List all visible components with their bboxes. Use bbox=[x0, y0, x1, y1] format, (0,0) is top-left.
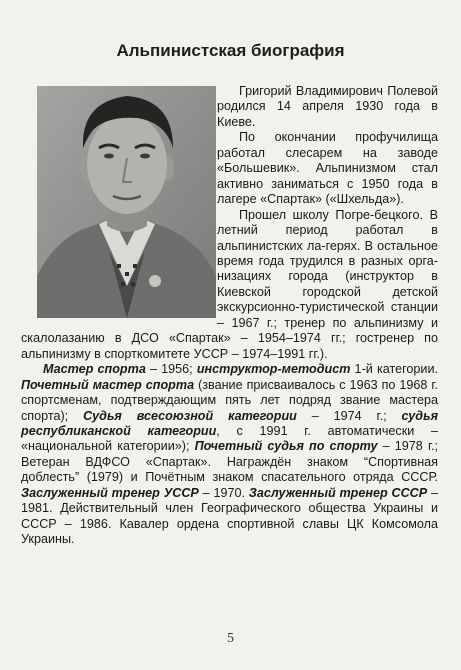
honor-title: Заслуженный тренер СССР bbox=[248, 485, 428, 500]
bio-paragraph-2: По окончании профучилища работал слесарем на заводе «Большевик». Альпинизмом стал активно заниматься с 1950 года в лагере «Спартак» («Шхельда»). bbox=[217, 130, 438, 207]
text-run: (звание присваивалось с 1963 по 1968 г. спортсменам, подтверждающим пять лет подряд звание мастера спорта); bbox=[21, 377, 438, 423]
text-run: – 1970. bbox=[198, 485, 249, 500]
page-title: Альпинистская биография bbox=[116, 41, 345, 60]
honor-title: Почетный мастер спорта bbox=[21, 377, 195, 392]
bio-paragraph-3: Прошел школу Погре-бецкого. В летний период работал в альпинистских ла-герях. В остальное время года трудился в разных орга-низациях города (инструктор в Киевской городской детской экскурсионно-туристической станции – 1967 г.; тренер по альпинизму и скалолазанию в ДСО «Спартак» – 1954–1974 гг.; гостренер по альпинизму в спорткомитете УССР – 1974–1991 гг.). bbox=[21, 207, 438, 361]
page-number: 5 bbox=[227, 631, 234, 646]
text-run: 1-й категории. bbox=[350, 362, 438, 377]
bio-paragraph-4 bbox=[21, 362, 438, 547]
text-run: – 1981. Действительный член Географического общества Украины и СССР – 1986. Кавалер ордена спортивной славы ЦК Комсомола Украины. bbox=[21, 485, 438, 547]
honor-title: Заслуженный тренер УССР bbox=[21, 485, 199, 500]
text-run: – 1978 г.; Ветеран ВДФСО «Спартак». Награждён знаком “Спортивная доблесть” (1979) и Почётным знаком спасательного отряда СССР. bbox=[21, 439, 438, 485]
biography-text bbox=[21, 84, 438, 548]
honor-title: судья республиканской категории bbox=[21, 408, 438, 438]
text-run: – 1974 г.; bbox=[296, 408, 402, 423]
honor-title: Судья всесоюзной категории bbox=[83, 408, 297, 423]
honor-title: Почетный судья по спорту bbox=[194, 439, 378, 454]
text-run: , с 1991 г. автоматически – «национальной категории»); bbox=[21, 423, 438, 454]
honor-title: инструктор-методист bbox=[196, 362, 351, 377]
honor-title: Мастер спорта bbox=[43, 362, 146, 377]
text-run: – 1956; bbox=[145, 362, 197, 377]
bio-paragraph-1: Григорий Владимирович Полевой родился 14 апреля 1930 года в Киеве. bbox=[217, 84, 438, 129]
